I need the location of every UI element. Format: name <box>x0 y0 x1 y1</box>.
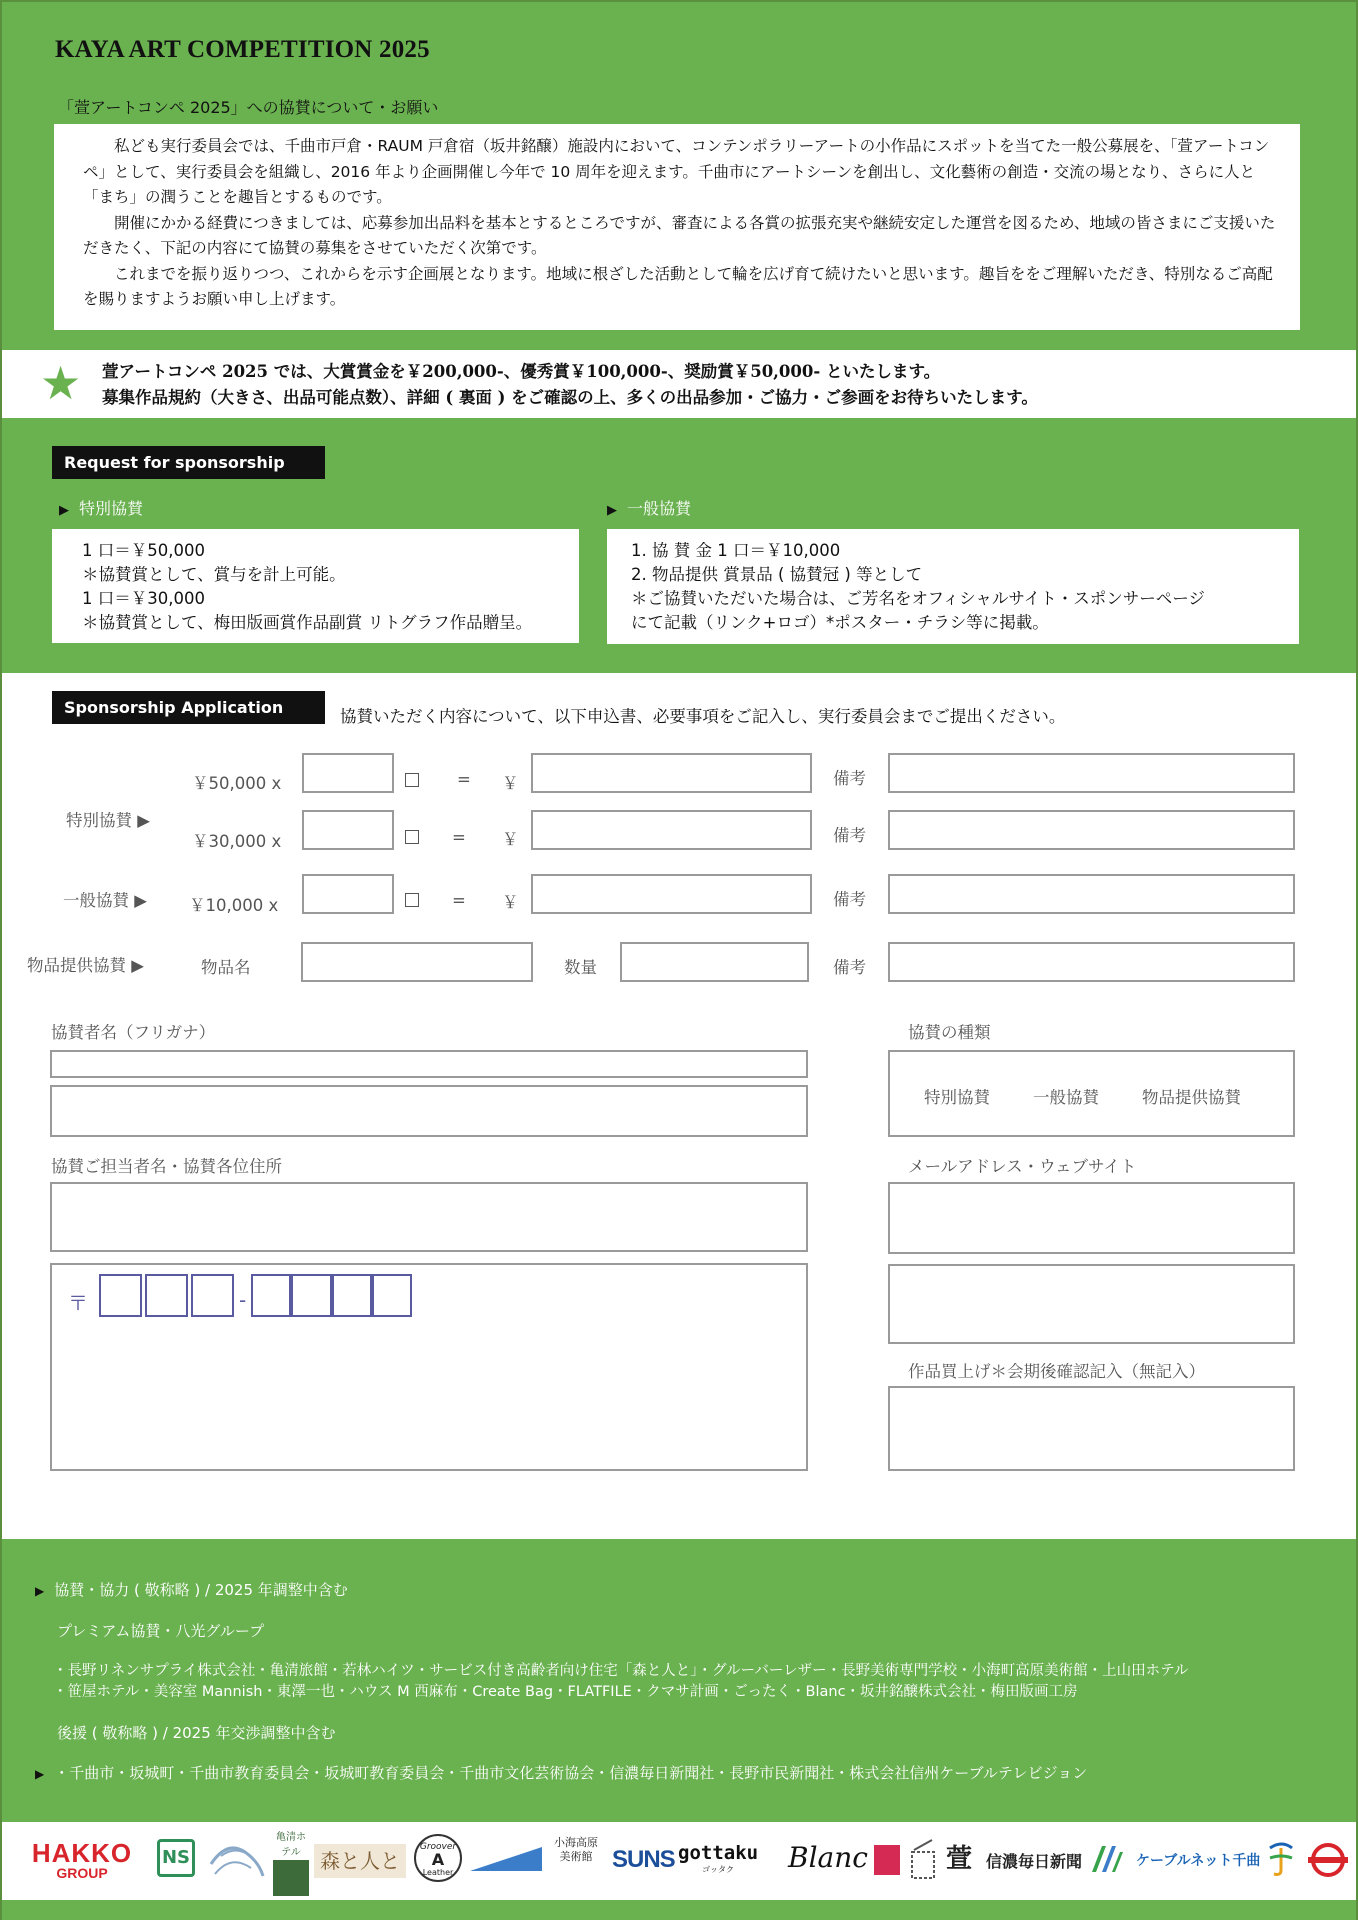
postal-digit-7[interactable] <box>372 1274 412 1317</box>
postal-digit-4[interactable] <box>251 1274 291 1317</box>
unit-box-icon <box>405 773 419 787</box>
quantity-input[interactable] <box>620 942 809 982</box>
support-list: ▶ ・千曲市・坂城町・千曲市教育委員会・坂城町教育委員会・千曲市文化芸術協会・信濃毎日新聞社・長野市民新聞社・株式会社信州ケーブルテレビジョン <box>35 1764 1088 1782</box>
intro-paragraph: 私ども実行委員会では、千曲市戸倉・RAUM 戸倉宿（坂井銘醸）施設内において、コンテンポラリーアートの小作品にスポットを当てた一般公募展を、「萱アートコンペ」として、実行委員会を組織し、2016 年より企画開催し今年で 10 周年を迎えます。千曲市にアートシーンを創出し、文化藝術の創造・交流の場となり、さらに人と「まち」の潤うことを趣旨とするものです。 <box>83 137 1270 206</box>
intro-text-box <box>54 124 1300 330</box>
postal-digit-6[interactable] <box>332 1274 372 1317</box>
purchase-label: 作品買上げ＊会期後確認記入（無記入） <box>908 1362 1205 1381</box>
sponsors-list: ・長野リネンサプライ株式会社・亀清旅館・若林ハイツ・サービス付き高齢者向け住宅「森と人と」・グルーバーレザー・長野美術専門学校・小海町高原美術館・上山田ホテル ・笹屋ホテル・美容室 Mannish・東澤一也・ハウス M 西麻布・Create Bag・FLATFILE・クマサ計画・ごったく・Blanc・坂井銘醸株式会社・梅田版画工房 <box>53 1663 1189 1700</box>
request-tag: Request for sponsorship <box>52 446 325 479</box>
remarks-50000-input[interactable] <box>888 753 1295 793</box>
nagano-shimin-logo <box>1090 1842 1124 1878</box>
goods-name-label: 物品名 <box>201 958 251 977</box>
contact-name-input[interactable] <box>50 1182 808 1252</box>
cable-net-logo: ケーブルネット千曲 <box>1136 1853 1261 1869</box>
groover-leather-logo: Groover A Leather <box>414 1834 462 1882</box>
special-heading: ▶ 特別協賛 <box>59 499 144 518</box>
contact-label: 協賛ご担当者名・協賛各位住所 <box>51 1157 282 1176</box>
special-details-box: 1 口＝￥50,000 ＊協賛賞として、賞与を計上可能。 1 口＝￥30,000 ＊協賛賞として、梅田版画賞作品副賞 リトグラフ作品贈呈。 <box>52 529 579 643</box>
shinmai-logo: 信濃毎日新聞 <box>986 1852 1083 1871</box>
equals-sign: = <box>452 891 466 910</box>
wakabayashi-logo: 亀清ホテル <box>273 1828 309 1896</box>
suns-logo: SUNS <box>612 1846 675 1873</box>
remarks-goods-input[interactable] <box>888 942 1295 982</box>
blanc-logo: Blanc <box>788 1841 868 1874</box>
price-10000-label: ￥10,000 x <box>189 896 279 915</box>
sponsor-type-goods[interactable]: 物品提供協賛 <box>1142 1088 1241 1107</box>
gottaku-logo: gottaku ゴッタク <box>678 1842 759 1874</box>
email-input[interactable] <box>888 1182 1295 1254</box>
equals-sign: = <box>457 770 471 789</box>
triangle-right-icon: ▶ <box>607 503 617 518</box>
sponsor-type-label: 協賛の種類 <box>908 1023 991 1042</box>
linen-supply-logo: NS <box>157 1839 195 1877</box>
postal-mark: 〒 <box>68 1291 88 1315</box>
postal-digit-1[interactable] <box>99 1274 142 1317</box>
page-subtitle: 「萱アートコンペ 2025」への協賛について・お願い <box>58 98 439 117</box>
intro-paragraph: 開催にかかる経費につきましては、応募参加出品料を基本とするところですが、審査による各賞の拡張充実や継続安定した運営を図るため、地域の皆さまにご支援いただきたく、下記の内容にて協賛の募集をさせていただく次第です。 <box>83 213 1276 257</box>
triangle-right-icon: ▶ <box>35 1584 45 1598</box>
hakko-group-logo: HAKKO GROUP <box>31 1838 133 1881</box>
kaya-logo: 萱 <box>946 1844 973 1874</box>
goods-row-label: 物品提供協賛 ▶ <box>27 956 144 975</box>
sponsors-heading: ▶ 協賛・協力 ( 敬称略 ) / 2025 年調整中含む <box>35 1581 348 1599</box>
amount-10000-input[interactable] <box>531 874 812 914</box>
prize-line: 募集作品規約（大きさ、出品可能点数）、詳細 ( 裏面 ) をご確認の上、多くの出品参加・ご協力・ご参画をお待ちいたします。 <box>102 388 1038 407</box>
goods-name-input[interactable] <box>301 942 533 982</box>
support-heading: 後援 ( 敬称略 ) / 2025 年交渉調整中含む <box>57 1724 336 1742</box>
special-row-label: 特別協賛 ▶ <box>66 811 150 830</box>
koumi-museum-logo: 小海高原美術館 <box>554 1836 598 1863</box>
bottom-bar <box>2 1900 1356 1920</box>
kamesei-logo <box>207 1834 267 1886</box>
yen-sign: ￥ <box>502 774 519 793</box>
sponsor-furigana-input[interactable] <box>50 1050 808 1078</box>
intro-paragraph: これまでを振り返りつつ、これからを示す企画展となります。地域に根ざした活動として輪を広げ育て続けたいと思います。趣旨ををご理解いただき、特別なるご高配を賜りますようお願い申し上げます。 <box>83 264 1273 308</box>
mori-to-hito-to-logo: 森と人と <box>314 1844 406 1878</box>
chikuma-city-logo <box>1264 1840 1298 1882</box>
sponsor-type-general[interactable]: 一般協賛 <box>1033 1088 1099 1107</box>
sponsor-type-special[interactable]: 特別協賛 <box>924 1088 990 1107</box>
units-50000-input[interactable] <box>302 753 394 793</box>
prize-announcement <box>102 359 1038 411</box>
email-label: メールアドレス・ウェブサイト <box>908 1157 1137 1176</box>
remarks-30000-input[interactable] <box>888 810 1295 850</box>
application-instructions: 協賛いただく内容について、以下申込書、必要事項をご記入し、実行委員会までご提出ください。 <box>340 707 1066 726</box>
remarks-10000-input[interactable] <box>888 874 1295 914</box>
art-school-logo <box>470 1845 542 1877</box>
units-10000-input[interactable] <box>302 874 394 914</box>
equals-sign: = <box>452 828 466 847</box>
sponsor-name-input[interactable] <box>50 1085 808 1137</box>
units-30000-input[interactable] <box>302 810 394 850</box>
amount-50000-input[interactable] <box>531 753 812 793</box>
yen-sign: ￥ <box>502 830 519 849</box>
unit-box-icon <box>405 893 419 907</box>
triangle-right-icon: ▶ <box>59 503 69 518</box>
general-details-box: 1. 協 賛 金 1 口＝￥10,000 2. 物品提供 賞景品 ( 協賛冠 ) 等として ＊ご協賛いただいた場合は、ご芳名をオフィシャルサイト・スポンサーページ にて記載（リンク+ロゴ）*ポスター・チラシ等に掲載。 <box>607 529 1299 644</box>
general-row-label: 一般協賛 ▶ <box>63 891 147 910</box>
postal-digit-2[interactable] <box>145 1274 188 1317</box>
leaf-emblem-icon <box>273 1860 309 1896</box>
unit-box-icon <box>405 830 419 844</box>
remarks-label: 備考 <box>833 958 866 977</box>
prize-line: 萱アートコンペ 2025 では、大賞賞金を￥200,000-、優秀賞￥100,000-、奨励賞￥50,000- といたします。 <box>102 362 941 381</box>
remarks-label: 備考 <box>833 826 866 845</box>
amount-30000-input[interactable] <box>531 810 812 850</box>
yen-sign: ￥ <box>502 893 519 912</box>
price-30000-label: ￥30,000 x <box>192 832 282 851</box>
quantity-label: 数量 <box>564 958 597 977</box>
sakai-brewery-logo <box>908 1838 938 1884</box>
page-title: KAYA ART COMPETITION 2025 <box>55 36 430 63</box>
postal-digit-3[interactable] <box>191 1274 234 1317</box>
sakaki-town-logo <box>1308 1842 1348 1882</box>
premium-sponsor: プレミアム協賛・八光グループ <box>57 1622 265 1640</box>
umeda-logo <box>874 1845 900 1875</box>
price-50000-label: ￥50,000 x <box>192 774 282 793</box>
general-heading: ▶ 一般協賛 <box>607 499 692 518</box>
purchase-input[interactable] <box>888 1386 1295 1471</box>
postal-dash: - <box>239 1288 247 1312</box>
star-icon: ★ <box>40 356 82 410</box>
sponsor-name-label: 協賛者名（フリガナ） <box>51 1023 216 1042</box>
application-tag: Sponsorship Application <box>52 691 325 724</box>
remarks-label: 備考 <box>833 769 866 788</box>
postal-digit-5[interactable] <box>291 1274 332 1317</box>
remarks-label: 備考 <box>833 890 866 909</box>
triangle-right-icon: ▶ <box>35 1767 45 1781</box>
website-input[interactable] <box>888 1264 1295 1344</box>
